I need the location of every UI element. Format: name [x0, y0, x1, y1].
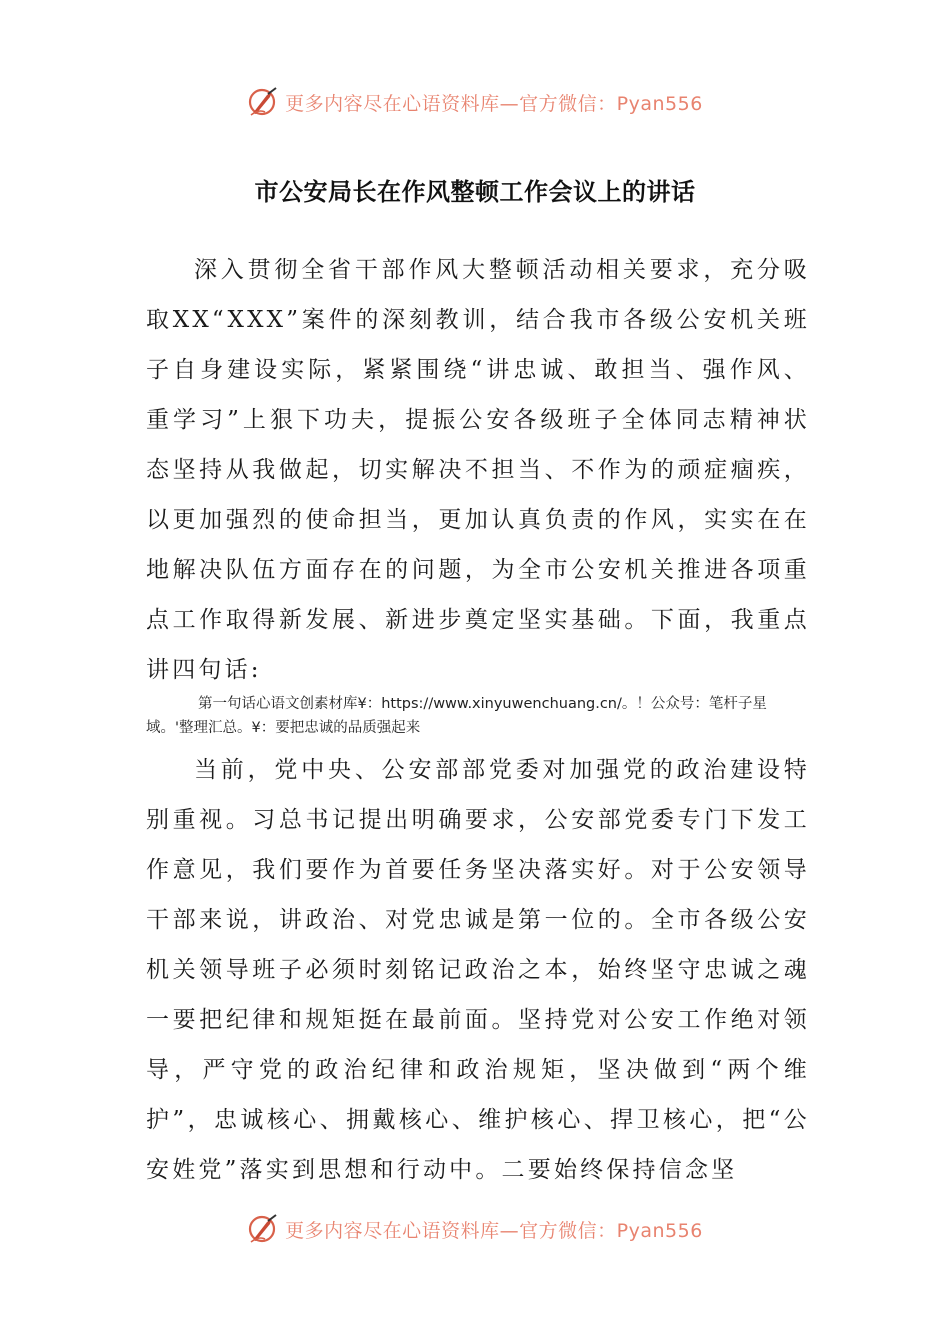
footer-watermark-banner [0, 1209, 950, 1249]
paragraph-loyalty: 当前，党中央、公安部部党委对加强党的政治建设特别重视。习总书记提出明确要求，公安部党委专门下发工作意见，我们要作为首要任务坚决落实好。对于公安领导干部来说，讲政治、对党忠诚是第一位的。全市各级公安机关领导班子必须时刻铭记政治之本，始终坚守忠诚之魂一要把纪律和规矩挺在最前面。坚持党对公安工作绝对领导，严守党的政治纪律和政治规矩，坚决做到“两个维护”，忠诚核心、拥戴核心、维护核心、捍卫核心，把“公安姓党”落实到思想和行动中。二要始终保持信念坚 [146, 757, 810, 1183]
pen-logo-icon [247, 85, 281, 119]
banner-text: 更多内容尽在心语资料库—官方微信：Pyan556 [285, 1219, 703, 1242]
paragraph-intro: 深入贯彻全省干部作风大整顿活动相关要求，充分吸取XX“XXX”案件的深刻教训，结合我市各级公安机关班子自身建设实际，紧紧围绕“讲忠诚、敢担当、强作风、重学习”上狠下功夫，提振公安各级班子全体同志精神状态坚持从我做起，切实解决不担当、不作为的顽症痼疾，以更加强烈的使命担当，更加认真负责的作风，实实在在地解决队伍方面存在的问题，为全市公安机关推进各项重点工作取得新发展、新进步奠定坚实基础。下面，我重点讲四句话: [146, 257, 810, 683]
header-watermark-banner [0, 82, 950, 122]
section-note: 第一句话心语文创素材库¥：https://www.xinyuwenchuang.cn/。！公众号：笔杆子星域。'整理汇总。¥：要把忠诚的品质强起来 [146, 696, 767, 736]
pen-logo-icon [247, 1212, 281, 1246]
banner-text: 更多内容尽在心语资料库—官方微信：Pyan556 [285, 92, 703, 115]
document-title: 市公安局长在作风整顿工作会议上的讲话 [254, 178, 696, 206]
